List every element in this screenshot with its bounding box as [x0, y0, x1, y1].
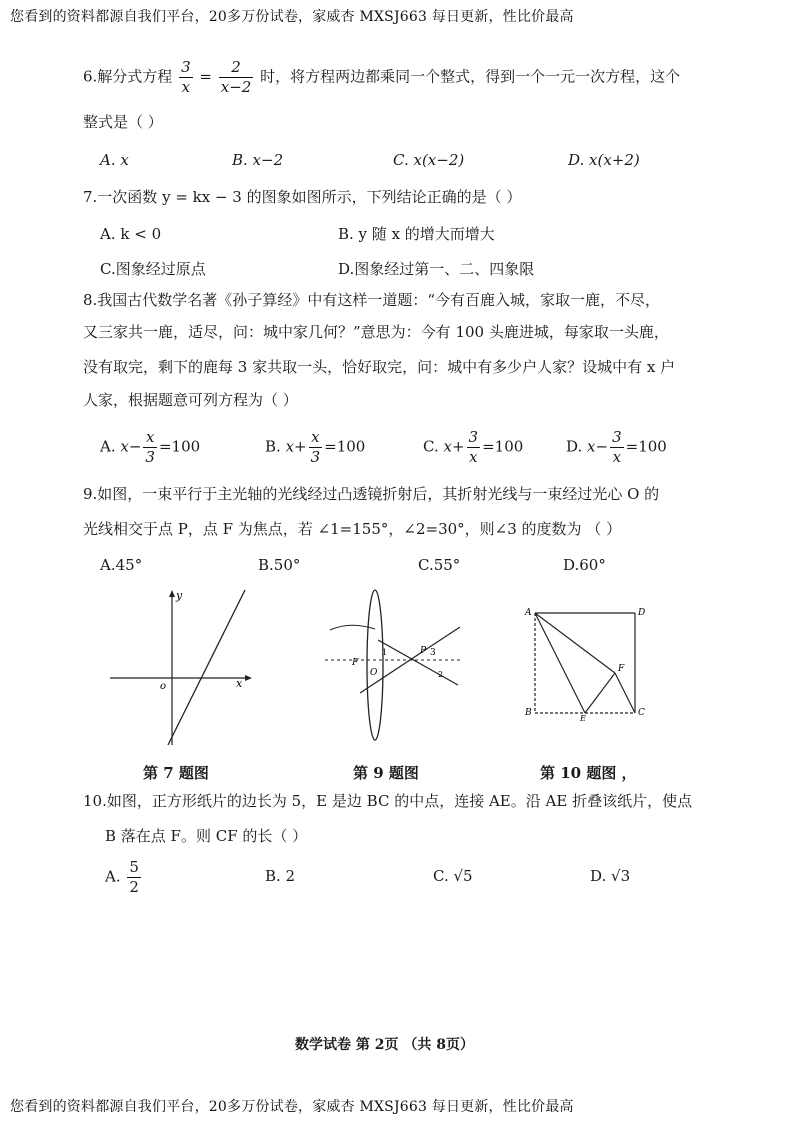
- q6-fraction-2: $\frac{2}{x-2}$: [220, 58, 252, 96]
- q6-option-a: A. x: [100, 151, 129, 169]
- fig7-label-y: y: [176, 589, 183, 602]
- q9-option-a: A.45°: [100, 556, 143, 574]
- fig10-caption: 第 10 题图 ，: [540, 764, 637, 782]
- q9-option-b: B.50°: [258, 556, 301, 574]
- q7-option-c: C.图象经过原点: [100, 260, 206, 278]
- q9-option-d: D.60°: [563, 556, 606, 574]
- q6-suffix: 时，将方程两边都乘同一个整式，得到一个一元一次方程，这个: [260, 67, 681, 86]
- fig7-function-line: [168, 590, 245, 745]
- q10-option-d: D. √3: [590, 867, 631, 885]
- fig10-label-d: D: [638, 608, 646, 618]
- q10-option-a: A. $\frac{5}{2}$: [105, 858, 139, 896]
- fig9-label-2: 2: [438, 670, 444, 679]
- q6-line-2: 整式是（ ）: [83, 113, 163, 131]
- fig10-label-a: A: [525, 608, 532, 618]
- q7-option-b: B. y 随 x 的增大而增大: [338, 225, 495, 243]
- q6-option-b: B. x−2: [232, 151, 284, 169]
- top-banner: 您看到的资料都源自我们平台，20多万份试卷，家威杏 MXSJ663 每日更新，性比价最高: [10, 9, 574, 25]
- fig10-label-f: F: [618, 664, 625, 674]
- q9-line-2: 光线相交于点 P，点 F 为焦点，若 ∠1=155°，∠2=30°，则∠3 的度数为 （ ）: [83, 520, 622, 538]
- figure-10: [520, 603, 650, 721]
- q10-option-c: C. √5: [433, 867, 473, 885]
- q8-line-4: 人家，根据题意可列方程为（ ）: [83, 391, 298, 409]
- q8-option-d: D. x− $\frac{3}{x}$ =100: [566, 428, 667, 466]
- bottom-banner: 您看到的资料都源自我们平台，20多万份试卷，家威杏 MXSJ663 每日更新，性比价最高: [10, 1099, 574, 1115]
- fig7-label-origin: o: [160, 681, 167, 692]
- figure-7: [100, 585, 260, 750]
- q8-option-c: C. x+ $\frac{3}{x}$ =100: [423, 428, 524, 466]
- fig9-lens: [367, 590, 383, 740]
- q10-line-2: B 落在点 F。则 CF 的长（ ）: [105, 827, 308, 845]
- fig9-label-f: F: [352, 658, 359, 668]
- fig10-label-b: B: [525, 708, 532, 718]
- fig9-label-3: 3: [430, 648, 436, 658]
- fig10-segment-ae: [535, 613, 585, 713]
- q6-equals: =: [199, 67, 212, 86]
- q8-line-1: 8.我国古代数学名著《孙子算经》中有这样一道题：“今有百鹿入城，家取一鹿，不尽，: [83, 291, 660, 309]
- fig10-label-e: E: [580, 714, 586, 721]
- fig7-x-arrow: [245, 675, 252, 681]
- fig9-caption: 第 9 题图: [353, 764, 419, 782]
- q7-option-a: A. k < 0: [100, 225, 162, 243]
- q6-option-d: D. x(x+2): [568, 151, 640, 169]
- figure-9: [320, 585, 470, 750]
- fig7-caption: 第 7 题图: [143, 764, 209, 782]
- fig10-segment-fc: [615, 673, 635, 713]
- q8-option-b: B. x+ $\frac{x}{3}$ =100: [265, 428, 366, 466]
- q6-option-c: C. x(x−2): [393, 151, 465, 169]
- fig7-y-arrow: [169, 590, 175, 597]
- q6-prefix: 6.解分式方程: [83, 67, 173, 86]
- fig10-segment-ef: [585, 673, 615, 713]
- fig10-label-c: C: [638, 708, 645, 718]
- q6-fraction-1: $\frac{3}{x}$: [181, 58, 191, 96]
- fig10-segment-af: [535, 613, 615, 673]
- q7-option-d: D.图象经过第一、二、四象限: [338, 260, 535, 278]
- q8-line-2: 又三家共一鹿，适尽，问：城中家几何？”意思为：今有 100 头鹿进城，每家取一头鹿，: [83, 323, 669, 341]
- fig9-label-1: 1: [382, 648, 388, 657]
- question-6: [83, 60, 680, 95]
- fig9-label-o: O: [370, 668, 378, 678]
- fig7-label-x: x: [236, 677, 243, 690]
- fig9-label-p: P: [420, 646, 427, 656]
- page-footer: 数学试卷 第 2页 （共 8页）: [295, 1037, 474, 1053]
- q10-line-1: 10.如图，正方形纸片的边长为 5，E 是边 BC 的中点，连接 AE。沿 AE 折叠该纸片，使点: [83, 792, 693, 810]
- q8-line-3: 没有取完，剩下的鹿每 3 家共取一头，恰好取完，问：城中有多少户人家？设城中有 x 户: [83, 358, 676, 376]
- q9-line-1: 9.如图，一束平行于主光轴的光线经过凸透镜折射后，其折射光线与一束经过光心 O 的: [83, 485, 660, 503]
- q10-option-b: B. 2: [265, 867, 296, 885]
- question-7: 7.一次函数 y = kx − 3 的图象如图所示，下列结论正确的是（ ）: [83, 188, 522, 206]
- fig9-refracted-ray: [378, 640, 458, 685]
- q9-option-c: C.55°: [418, 556, 461, 574]
- q8-option-a: A. x− $\frac{x}{3}$ =100: [100, 428, 201, 466]
